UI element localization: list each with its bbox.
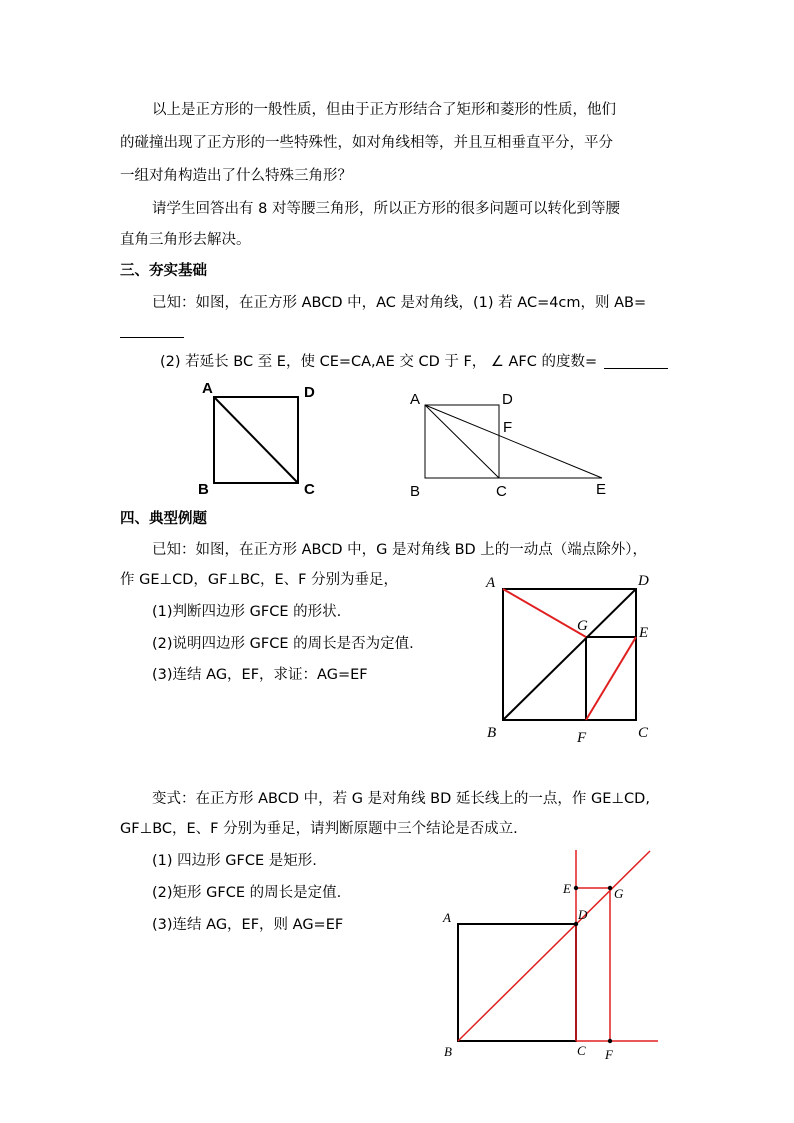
- fig2-label-d: D: [502, 391, 513, 408]
- fig3-label-a: A: [486, 575, 496, 591]
- fig3-label-b: B: [487, 725, 497, 741]
- fig2-label-c: C: [496, 483, 507, 500]
- variant-part-3: (3)连结 AG，EF，则 AG=EF: [152, 917, 344, 933]
- section-4-heading: 四、典型例题: [120, 511, 207, 527]
- section-4-question-1: 已知：如图，在正方形 ABCD 中，G 是对角线 BD 上的一动点（端点除外），: [152, 542, 648, 558]
- fig2-label-f: F: [503, 419, 513, 436]
- fig3-segment-ef: [586, 637, 636, 720]
- intro-line-5: 直角三角形去解决。: [120, 232, 251, 248]
- section-3-question-2: (2) 若延长 BC 至 E，使 CE=CA,AE 交 CD 于 F， ∠ AFC 的度数=: [160, 354, 598, 370]
- fig4-point-g: [608, 886, 612, 890]
- variant-line-1: 变式：在正方形 ABCD 中，若 G 是对角线 BD 延长线上的一点，作 GE⊥CD,: [152, 791, 650, 807]
- section-3-question-1: 已知：如图，在正方形 ABCD 中，AC 是对角线，(1) 若 AC=4cm，则 AB=: [152, 295, 647, 311]
- fig2-label-a: A: [410, 391, 421, 408]
- fig4-label-e: E: [563, 881, 571, 896]
- section-4-part-2: (2)说明四边形 GFCE 的周长是否为定值.: [152, 636, 414, 652]
- intro-line-3: 一组对角构造出了什么特殊三角形？: [120, 168, 352, 184]
- section-4-part-1: (1)判断四边形 GFCE 的形状.: [152, 604, 342, 620]
- intro-line-2: 的碰撞出现了正方形的一些特殊性，如对角线相等，并且互相垂直平分，平分: [120, 135, 613, 151]
- variant-part-2: (2)矩形 GFCE 的周长是定值.: [152, 885, 342, 901]
- intro-line-1: 以上是正方形的一般性质，但由于正方形结合了矩形和菱形的性质，他们: [152, 102, 616, 118]
- fig1-diagonal-ac: [214, 397, 298, 483]
- fig2-label-e: E: [596, 481, 607, 498]
- fig4-point-e: [574, 886, 578, 890]
- fig1-label-a: A: [202, 380, 213, 397]
- fig4-label-f: F: [605, 1047, 613, 1062]
- section-3-heading: 三、夯实基础: [120, 263, 207, 279]
- fig3-diagonal-bd: [503, 589, 636, 720]
- intro-line-4: 请学生回答出有 8 对等腰三角形，所以正方形的很多问题可以转化到等腰: [152, 201, 620, 217]
- fig1-label-b: B: [198, 481, 209, 498]
- fig4-label-a: A: [443, 910, 451, 925]
- fig4-label-b: B: [444, 1044, 452, 1059]
- section-4-question-2: 作 GE⊥CD，GF⊥BC，E、F 分别为垂足，: [120, 572, 399, 588]
- fig4-label-g: G: [614, 886, 624, 901]
- fig2-segment-ae: [425, 405, 602, 478]
- figure-2-extended-square: [425, 405, 602, 478]
- fig3-segment-ag: [503, 589, 586, 637]
- fig3-label-g: G: [577, 618, 588, 634]
- section-4-part-3: (3)连结 AG，EF，求证：AG=EF: [152, 667, 368, 683]
- fig3-label-d: D: [638, 573, 649, 589]
- figure-4-extended-diagonal: [458, 850, 658, 1041]
- figure-3-square-gfce: [503, 589, 636, 720]
- fig4-line-bg: [458, 851, 650, 1041]
- fig3-label-c: C: [638, 725, 649, 741]
- fig2-diagonal-ac: [425, 405, 499, 478]
- variant-part-1: (1) 四边形 GFCE 是矩形.: [152, 853, 317, 869]
- figure-1-square: [214, 397, 298, 483]
- variant-line-2: GF⊥BC，E、F 分别为垂足，请判断原题中三个结论是否成立.: [120, 821, 518, 837]
- fig4-label-c: C: [577, 1043, 586, 1058]
- fig1-label-d: D: [304, 384, 315, 401]
- fig2-label-b: B: [410, 483, 421, 500]
- fig3-label-e: E: [639, 625, 649, 641]
- fig4-point-d: [574, 922, 578, 926]
- fig3-label-f: F: [577, 730, 587, 746]
- fig4-point-f: [608, 1039, 612, 1043]
- fig1-label-c: C: [304, 481, 315, 498]
- fig4-label-d: D: [578, 907, 588, 922]
